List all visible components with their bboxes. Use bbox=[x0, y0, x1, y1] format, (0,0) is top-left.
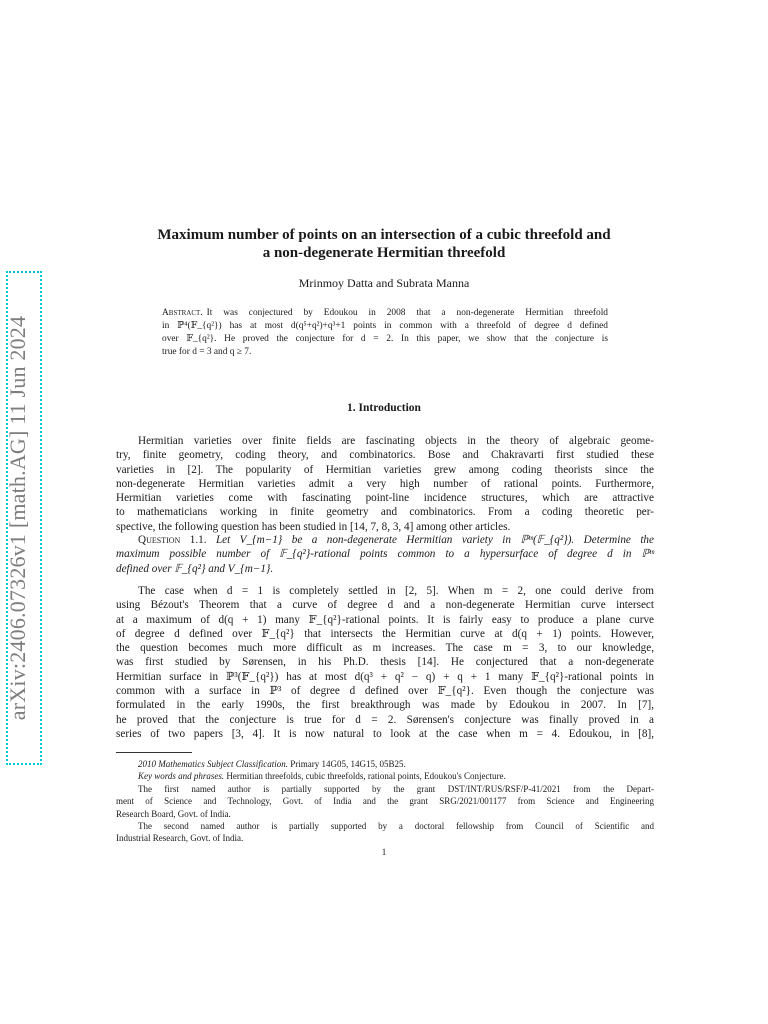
footnote-line: Industrial Research, Govt. of India. bbox=[116, 833, 244, 844]
footnotes bbox=[116, 758, 654, 845]
body-line: of degree d defined over 𝔽_{q²} that intersects the Hermitian curve at d(q + 1) points. However, bbox=[116, 627, 654, 640]
abstract bbox=[162, 307, 608, 359]
question-block bbox=[116, 533, 654, 576]
body-line: formulated in the early 1990s, the first breakthrough was made by Edoukou in 2007. In [7], bbox=[116, 699, 654, 712]
body-line: to mathematicians working in finite geometry and combinatorics. From a coding theoretic per- bbox=[116, 506, 654, 519]
footnote-line: The first named author is partially supported by the grant DST/INT/RUS/RSF/P-41/2021 from the Depart- bbox=[138, 783, 654, 794]
footnote-line: The second named author is partially supported by a doctoral fellowship from Council of Scientific and bbox=[138, 821, 654, 832]
question-line: maximum possible number of 𝔽_{q²}-rational points common to a hypersurface of degree d in ℙᵐ bbox=[116, 548, 654, 561]
footnote-rule bbox=[116, 752, 192, 753]
title-line: a non-degenerate Hermitian threefold bbox=[262, 245, 506, 261]
body-line: The case when d = 1 is completely settled in [2, 5]. When m = 2, one could derive from bbox=[138, 585, 654, 597]
footnote-line: Research Board, Govt. of India. bbox=[116, 808, 231, 819]
section-heading: 1. Introduction bbox=[347, 402, 421, 414]
paper-title bbox=[100, 226, 668, 262]
abstract-line: Abstract. It was conjectured by Edoukou in 2008 that a non-degenerate Hermitian threefold bbox=[162, 308, 608, 318]
footnote-keywords: Key words and phrases. Hermitian threefolds, cubic threefolds, rational points, Edoukou's Conjecture. bbox=[138, 771, 506, 782]
body-line: common with a surface in ℙ³ of degree d defined over 𝔽_{q²}. Even though the conjecture was bbox=[116, 685, 654, 698]
abstract-line: in ℙ⁴(𝔽_{q²}) has at most d(q⁵+q²)+q³+1 points in common with a threefold of degree d defined bbox=[162, 321, 608, 331]
abstract-line: over 𝔽_{q²}. He proved the conjecture for d = 2. In this paper, we show that the conjecture is bbox=[162, 334, 608, 344]
arxiv-identifier[interactable]: arXiv:2406.07326v1 [math.AG] 11 Jun 2024 bbox=[5, 315, 30, 721]
intro-paragraph bbox=[116, 434, 654, 534]
body-paragraph bbox=[116, 584, 654, 741]
body-line: using Bézout's Theorem that a curve of degree d and a non-degenerate Hermitian curve intersect bbox=[116, 599, 654, 612]
body-line: try, finite geometry, coding theory, and combinatorics. Bose and Chakravarti first studied these bbox=[116, 449, 654, 462]
abstract-line: true for d = 3 and q ≥ 7. bbox=[162, 347, 252, 357]
body-line: he proved that the conjecture is true for d = 2. Sørensen's conjecture was finally proved in a bbox=[116, 713, 654, 726]
body-line: Hermitian varieties over finite fields are fascinating objects in the theory of algebraic geome- bbox=[138, 435, 654, 447]
footnote-msc: 2010 Mathematics Subject Classification. Primary 14G05, 14G15, 05B25. bbox=[138, 759, 406, 769]
authors: Mrinmoy Datta and Subrata Manna bbox=[298, 276, 470, 290]
body-line: spective, the following question has been studied in [14, 7, 8, 3, 4] among other articles. bbox=[116, 520, 511, 533]
question-line: Question 1.1. Let V_{m−1} be a non-degenerate Hermitian variety in ℙᵐ(𝔽_{q²}). Determine the bbox=[138, 534, 654, 546]
body-line: Hermitian surface in ℙ³(𝔽_{q²}) has at most d(q³ + q² − q) + q + 1 many 𝔽_{q²}-rational points in bbox=[116, 670, 654, 683]
body-line: Hermitian varieties come with fascinating point-line incidence structures, which are attractive bbox=[116, 492, 654, 505]
body-line: at a maximum of d(q + 1) many 𝔽_{q²}-rational points. It is fairly easy to produce a plane curve bbox=[116, 613, 654, 626]
body-line: non-degenerate Hermitian varieties admit a very high number of rational points. Furthermore, bbox=[116, 477, 654, 490]
body-line: the question becomes much more difficult as m increases. The case m = 3, to our knowledge, bbox=[116, 642, 654, 655]
abstract-label: Abstract. bbox=[162, 308, 203, 318]
question-line: defined over 𝔽_{q²} and V_{m−1}. bbox=[116, 562, 274, 575]
question-label: Question 1.1. bbox=[138, 534, 207, 546]
body-line: series of two papers [3, 4]. It is now natural to look at the case when m = 4. Edoukou, in [8], bbox=[116, 727, 654, 740]
page-number: 1 bbox=[381, 847, 387, 857]
body-line: varieties in [2]. The popularity of Hermitian varieties grew among coding theorists since the bbox=[116, 463, 654, 476]
title-line: Maximum number of points on an intersection of a cubic threefold and bbox=[157, 227, 611, 243]
footnote-line: ment of Science and Technology, Govt. of India and the grant SRG/2021/001177 from Science and Engineering bbox=[116, 796, 654, 807]
body-line: was first studied by Sørensen, in his Ph.D. thesis [14]. He conjectured that a non-degenerate bbox=[116, 656, 654, 669]
